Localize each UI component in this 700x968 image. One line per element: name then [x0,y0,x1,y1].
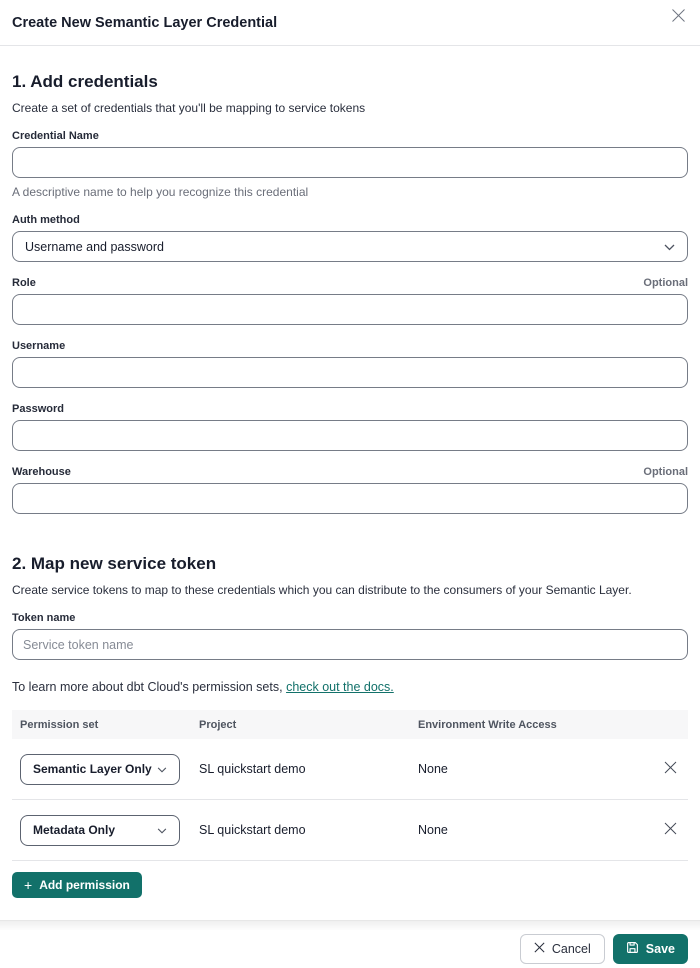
chevron-down-icon [157,823,167,837]
close-button[interactable] [671,8,686,26]
column-header-environment-write-access: Environment Write Access [418,718,557,731]
remove-icon [664,761,677,777]
permissions-table-header [12,710,688,739]
username-input[interactable] [12,357,688,388]
docs-link[interactable]: check out the docs. [286,680,394,694]
modal-content [0,46,700,920]
environment-write-access-cell: None [418,823,448,837]
column-header-project: Project [199,718,237,731]
password-label: Password [12,403,64,415]
environment-write-access-cell: None [418,762,448,776]
auth-method-select[interactable] [12,231,688,262]
section1-heading: 1. Add credentials [12,72,158,91]
permission-set-selected-value: Semantic Layer Only [33,762,152,776]
save-button[interactable] [613,934,688,964]
remove-icon [664,822,677,838]
token-name-label: Token name [12,612,76,624]
username-label: Username [12,340,66,352]
modal-footer [0,930,700,968]
permissions-table [12,710,688,861]
permission-set-select[interactable] [20,815,180,846]
plus-icon: + [24,877,33,893]
add-permission-button[interactable] [12,872,142,898]
warehouse-optional-tag: Optional [643,466,688,478]
credential-name-input[interactable] [12,147,688,178]
remove-permission-button[interactable] [656,755,684,783]
docs-text: To learn more about dbt Cloud's permission sets, [12,680,287,694]
project-cell: SL quickstart demo [199,823,306,837]
close-icon [671,8,686,26]
warehouse-input[interactable] [12,483,688,514]
section1-description: Create a set of credentials that you'll be mapping to service tokens [12,101,366,115]
modal-title: Create New Semantic Layer Credential [12,14,278,31]
token-name-input[interactable] [12,629,688,660]
credential-name-helper: A descriptive name to help you recognize this credential [12,185,309,199]
permission-set-select[interactable] [20,754,180,785]
role-label: Role [12,277,36,289]
auth-method-label: Auth method [12,214,80,226]
section2-heading: 2. Map new service token [12,554,217,573]
footer-shadow [0,920,700,930]
section2-description: Create service tokens to map to these credentials which you can distribute to the consumers of your Semantic Layer. [12,583,632,597]
table-row [12,800,688,861]
auth-method-selected-value: Username and password [25,239,164,254]
cancel-button[interactable] [520,934,605,964]
save-label: Save [645,942,675,956]
save-icon [626,941,639,957]
permission-set-selected-value: Metadata Only [33,823,116,837]
modal-header [0,0,700,46]
password-input[interactable] [12,420,688,451]
x-icon [534,942,545,956]
role-optional-tag: Optional [643,277,688,289]
chevron-down-icon [664,240,675,254]
table-row [12,739,688,800]
cancel-label: Cancel [551,942,591,956]
chevron-down-icon [157,762,167,776]
add-permission-label: Add permission [39,878,130,892]
docs-line [12,680,688,694]
warehouse-label: Warehouse [12,466,71,478]
remove-permission-button[interactable] [656,816,684,844]
project-cell: SL quickstart demo [199,762,306,776]
role-input[interactable] [12,294,688,325]
credential-name-label: Credential Name [12,130,99,142]
column-header-permission-set: Permission set [20,718,99,731]
